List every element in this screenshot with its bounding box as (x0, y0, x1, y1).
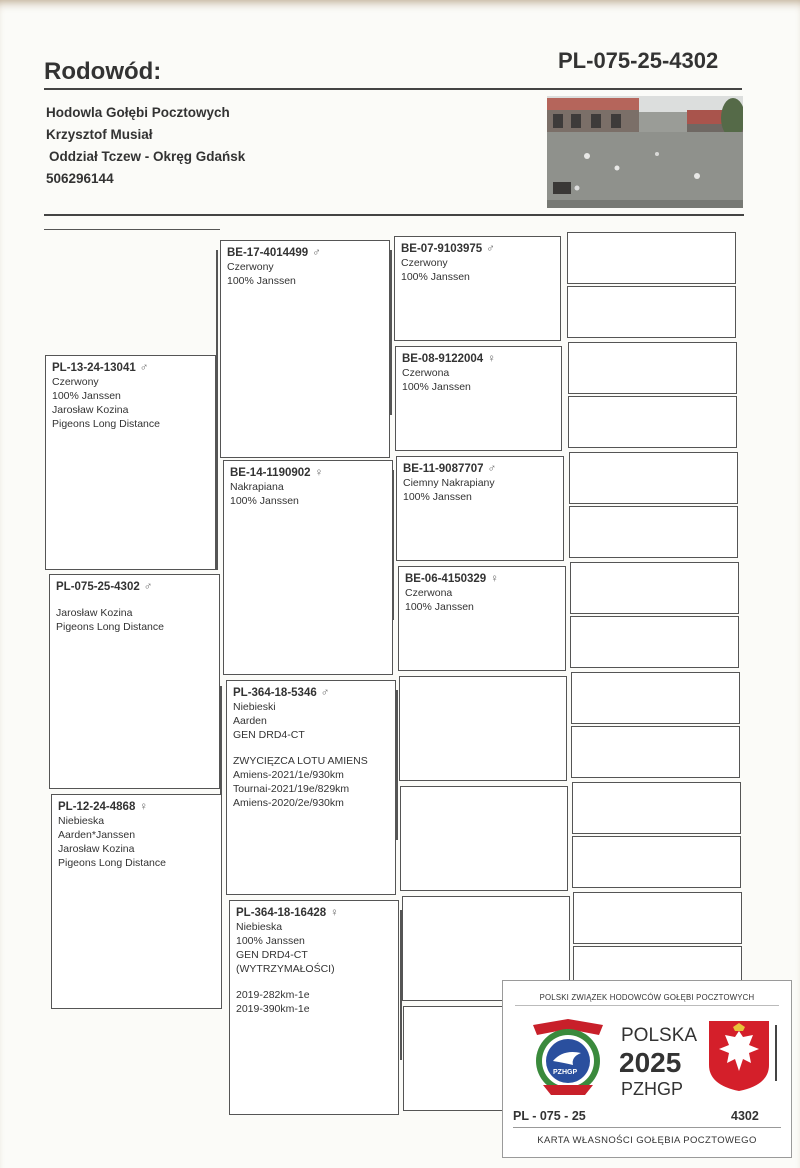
card-caption: KARTA WŁASNOŚCI GOŁĘBIA POCZTOWEGO (537, 1135, 757, 1146)
female-sex-icon: ♀ (330, 907, 339, 919)
breeder-name: Krzysztof Musiał (46, 127, 153, 142)
polish-eagle-emblem (707, 1019, 771, 1093)
connector-line (216, 250, 218, 570)
grandsire-maternal-box: PL-364-18-5346 ♂ Niebieski Aarden GEN DRD4-CT ZWYCIĘZCA LOTU AMIENS Amiens-2021/1e/930km Tournai-2021/19e/829km Amiens-2020/2e/930km (226, 680, 396, 895)
empty-ancestor-box (570, 562, 739, 614)
card-divider (515, 1005, 779, 1006)
subject-pigeon-box: PL-075-25-4302 ♂ Jarosław Kozina Pigeons Long Distance (49, 574, 220, 789)
ancestor-box: BE-11-9087707 ♂ Ciemny Nakrapiany 100% Janssen (396, 456, 564, 561)
male-sex-icon: ♂ (143, 581, 153, 593)
empty-ancestor-box (571, 672, 740, 724)
granddam-paternal-box: BE-14-1190902 ♀ Nakrapiana 100% Janssen (223, 460, 393, 675)
breeder-info (46, 102, 245, 190)
card-abbreviation: PZHGP (621, 1079, 684, 1099)
empty-ancestor-box (568, 342, 737, 394)
male-sex-icon: ♂ (312, 247, 321, 259)
female-sex-icon: ♀ (490, 573, 499, 585)
empty-ancestor-box (573, 892, 742, 944)
card-ring-prefix: PL - 075 - 25 (513, 1109, 586, 1123)
header-divider (44, 88, 742, 90)
female-sex-icon: ♀ (487, 353, 496, 365)
logo-text: PZHGP (553, 1069, 578, 1076)
empty-ancestor-box (569, 506, 738, 558)
breeder-phone: 506296144 (46, 171, 114, 186)
card-divider (513, 1127, 781, 1128)
male-sex-icon: ♂ (320, 687, 330, 699)
loft-photo (547, 96, 743, 208)
empty-ancestor-box (571, 726, 740, 778)
pzhgp-logo (525, 1015, 611, 1099)
sire-box: PL-13-24-13041 ♂ Czerwony 100% Janssen Jarosław Kozina Pigeons Long Distance (45, 355, 216, 570)
empty-ancestor-box (570, 616, 739, 668)
empty-ancestor-box (572, 836, 741, 888)
ancestor-box: BE-06-4150329 ♀ Czerwona 100% Janssen (398, 566, 566, 671)
connector-line (390, 250, 392, 415)
empty-ancestor-box (567, 232, 736, 284)
dam-box: PL-12-24-4868 ♀ Niebieska Aarden*Janssen Jarosław Kozina Pigeons Long Distance (51, 794, 222, 1009)
empty-ancestor-box (568, 396, 737, 448)
female-sex-icon: ♀ (314, 467, 324, 479)
female-sex-icon: ♀ (139, 801, 148, 813)
card-org-name: POLSKI ZWIĄZEK HODOWCÓW GOŁĘBI POCZTOWYCH (539, 993, 755, 1002)
male-sex-icon: ♂ (487, 463, 497, 475)
empty-ancestor-box (399, 676, 567, 781)
card-country: POLSKA (621, 1025, 698, 1046)
breeder-branch: Oddział Tczew - Okręg Gdańsk (49, 149, 246, 164)
content-divider (44, 214, 744, 216)
dam-ring: PL-12-24-4868 (58, 801, 136, 813)
card-edge-mark (775, 1025, 777, 1081)
male-sex-icon: ♂ (139, 362, 149, 374)
empty-ancestor-box (572, 782, 741, 834)
male-sex-icon: ♂ (486, 243, 495, 255)
main-ring-number: PL-075-25-4302 (558, 48, 719, 73)
empty-ancestor-box (569, 452, 738, 504)
ownership-card (502, 980, 792, 1158)
empty-ancestor-box (403, 1006, 508, 1111)
page-title: Rodowód: (44, 58, 162, 85)
empty-ancestor-box (567, 286, 736, 338)
sire-ring: PL-13-24-13041 (52, 362, 136, 374)
breeder-loft: Hodowla Gołębi Pocztowych (46, 105, 230, 120)
card-year: 2025 (619, 1047, 682, 1078)
connector-line (44, 229, 220, 230)
grandsire-paternal-box: BE-17-4014499 ♂ Czerwony 100% Janssen (220, 240, 390, 458)
ancestor-box: BE-07-9103975 ♂ Czerwony 100% Janssen (394, 236, 561, 341)
connector-line (396, 690, 398, 840)
granddam-maternal-box: PL-364-18-16428 ♀ Niebieska 100% Janssen GEN DRD4-CT (WYTRZYMAŁOŚCI) 2019-282km-1e 2019-390km-1e (229, 900, 399, 1115)
ancestor-box: BE-08-9122004 ♀ Czerwona 100% Janssen (395, 346, 562, 451)
card-ring-number: 4302 (731, 1109, 759, 1123)
subject-ring: PL-075-25-4302 (56, 581, 140, 593)
empty-ancestor-box (400, 786, 568, 891)
